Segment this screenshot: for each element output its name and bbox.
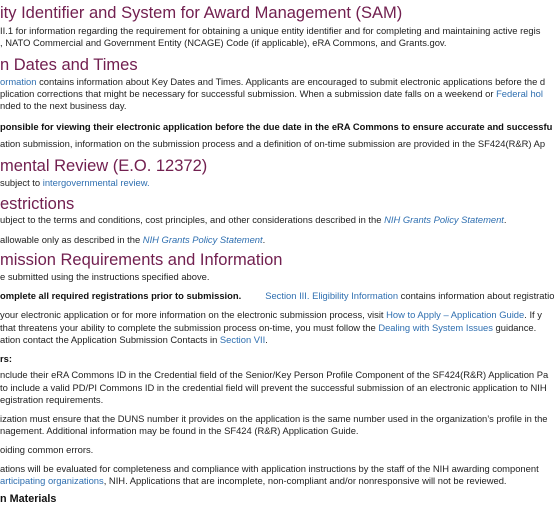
nih-gps-link-2[interactable]: NIH Grants Policy Statement [142, 234, 263, 245]
how-to-apply-link[interactable]: How to Apply – Application Guide [386, 309, 525, 320]
submission-line-3-text: your electronic application or for more information on the electronic submission process, visit [0, 309, 387, 320]
submission-line-5 [0, 334, 268, 346]
dates-line-1-text: contains information about Key Dates and Times. Applicants are encouraged to submit electronic applications before the d [36, 76, 546, 87]
dates-line-2 [0, 88, 543, 100]
commons-id-line-1: nclude their eRA Commons ID in the Credential field of the Senior/Key Person Profile Component of the SF424(R&R) Application Pa [0, 369, 549, 380]
materials-heading: n Materials [0, 493, 57, 505]
participating-orgs-link[interactable]: articipating organizations [0, 475, 104, 486]
submission-line-2 [0, 290, 554, 302]
dates-line-3: nded to the next business day. [0, 100, 127, 111]
sam-heading: ity Identifier and System for Award Management (SAM) [0, 4, 403, 22]
registrations-bold: omplete all required registrations prior to submission. [0, 290, 242, 301]
federal-holiday-link[interactable]: Federal hol [496, 88, 543, 99]
system-issues-link[interactable]: Dealing with System Issues [378, 322, 493, 333]
submission-line-5-text: ation contact the Application Submission Contacts in [0, 334, 220, 345]
nih-gps-link-1[interactable]: NIH Grants Policy Statement [384, 214, 504, 225]
submission-line-3-end: . If y [524, 309, 542, 320]
restrictions-line-1 [0, 214, 507, 226]
igr-heading: mental Review (E.O. 12372) [0, 157, 208, 175]
commons-id-line-3: egistration requirements. [0, 394, 104, 405]
dates-bold-notice: ponsible for viewing their electronic application before the due date in the eRA Commons to ensure accurate and successfu [0, 121, 553, 132]
duns-line-1: ization must ensure that the DUNS number it provides on the application is the same number used in the organization’s profile in the [0, 413, 548, 424]
submission-line-5-end: . [265, 334, 268, 345]
submission-line-3 [0, 309, 542, 321]
dates-line-4: ation submission, information on the submission process and a definition of on-time submission are provided in the SF424(R&R) Ap [0, 138, 546, 149]
sam-paragraph-line-2: , NATO Commercial and Government Entity (NCAGE) Code (if applicable), eRA Commons, and Grants.gov. [0, 37, 447, 48]
dates-line-2-text: plication corrections that might be necessary for successful submission. When a submission date falls on a weekend or [0, 88, 497, 99]
igr-line [0, 177, 150, 189]
eligibility-info-link[interactable]: Section III. Eligibility Information [265, 290, 399, 301]
submission-line-4-text: that threatens your ability to complete the submission process on-time, you must follow the [0, 322, 379, 333]
intergovernmental-review-link[interactable]: intergovernmental review. [42, 177, 150, 188]
restrictions-line-1-end: . [503, 214, 507, 225]
evaluation-line-2 [0, 475, 507, 487]
dates-line-1 [0, 76, 545, 88]
section-vii-link[interactable]: Section VII [219, 334, 266, 345]
submission-heading: mission Requirements and Information [0, 251, 283, 269]
submission-line-2-text: contains information about registratio [398, 290, 554, 301]
duns-line-2: nagement. Additional information may be found in the SF424 (R&R) Application Guide. [0, 425, 359, 436]
commons-id-line-2: to include a valid PD/PI Commons ID in the credential field will prevent the successful submission of an electronic application to NIH [0, 382, 547, 393]
submission-line-4-end: guidance. [492, 322, 537, 333]
sam-paragraph-line-1: II.1 for information regarding the requirement for obtaining a unique entity identifier and for completing and maintaining active regis [0, 25, 541, 36]
restrictions-line-2 [0, 234, 265, 246]
restrictions-line-2-text: allowable only as described in the [0, 234, 143, 245]
reminders-label: rs: [0, 353, 12, 364]
submission-line-1: e submitted using the instructions specified above. [0, 271, 210, 282]
restrictions-heading: estrictions [0, 195, 75, 213]
key-dates-link[interactable]: ormation [0, 76, 37, 87]
restrictions-line-2-end: . [262, 234, 266, 245]
submission-line-4 [0, 322, 536, 334]
igr-text: subject to [0, 177, 43, 188]
restrictions-line-1-text: ubject to the terms and conditions, cost principles, and other considerations described in the [0, 214, 385, 225]
common-errors-line: oiding common errors. [0, 444, 94, 455]
evaluation-line-2-text: , NIH. Applications that are incomplete, non-compliant and/or nonresponsive will not be reviewed. [103, 475, 507, 486]
dates-heading: n Dates and Times [0, 56, 138, 74]
evaluation-line-1: ations will be evaluated for completeness and compliance with application instructions by the staff of the NIH awarding component [0, 463, 539, 474]
